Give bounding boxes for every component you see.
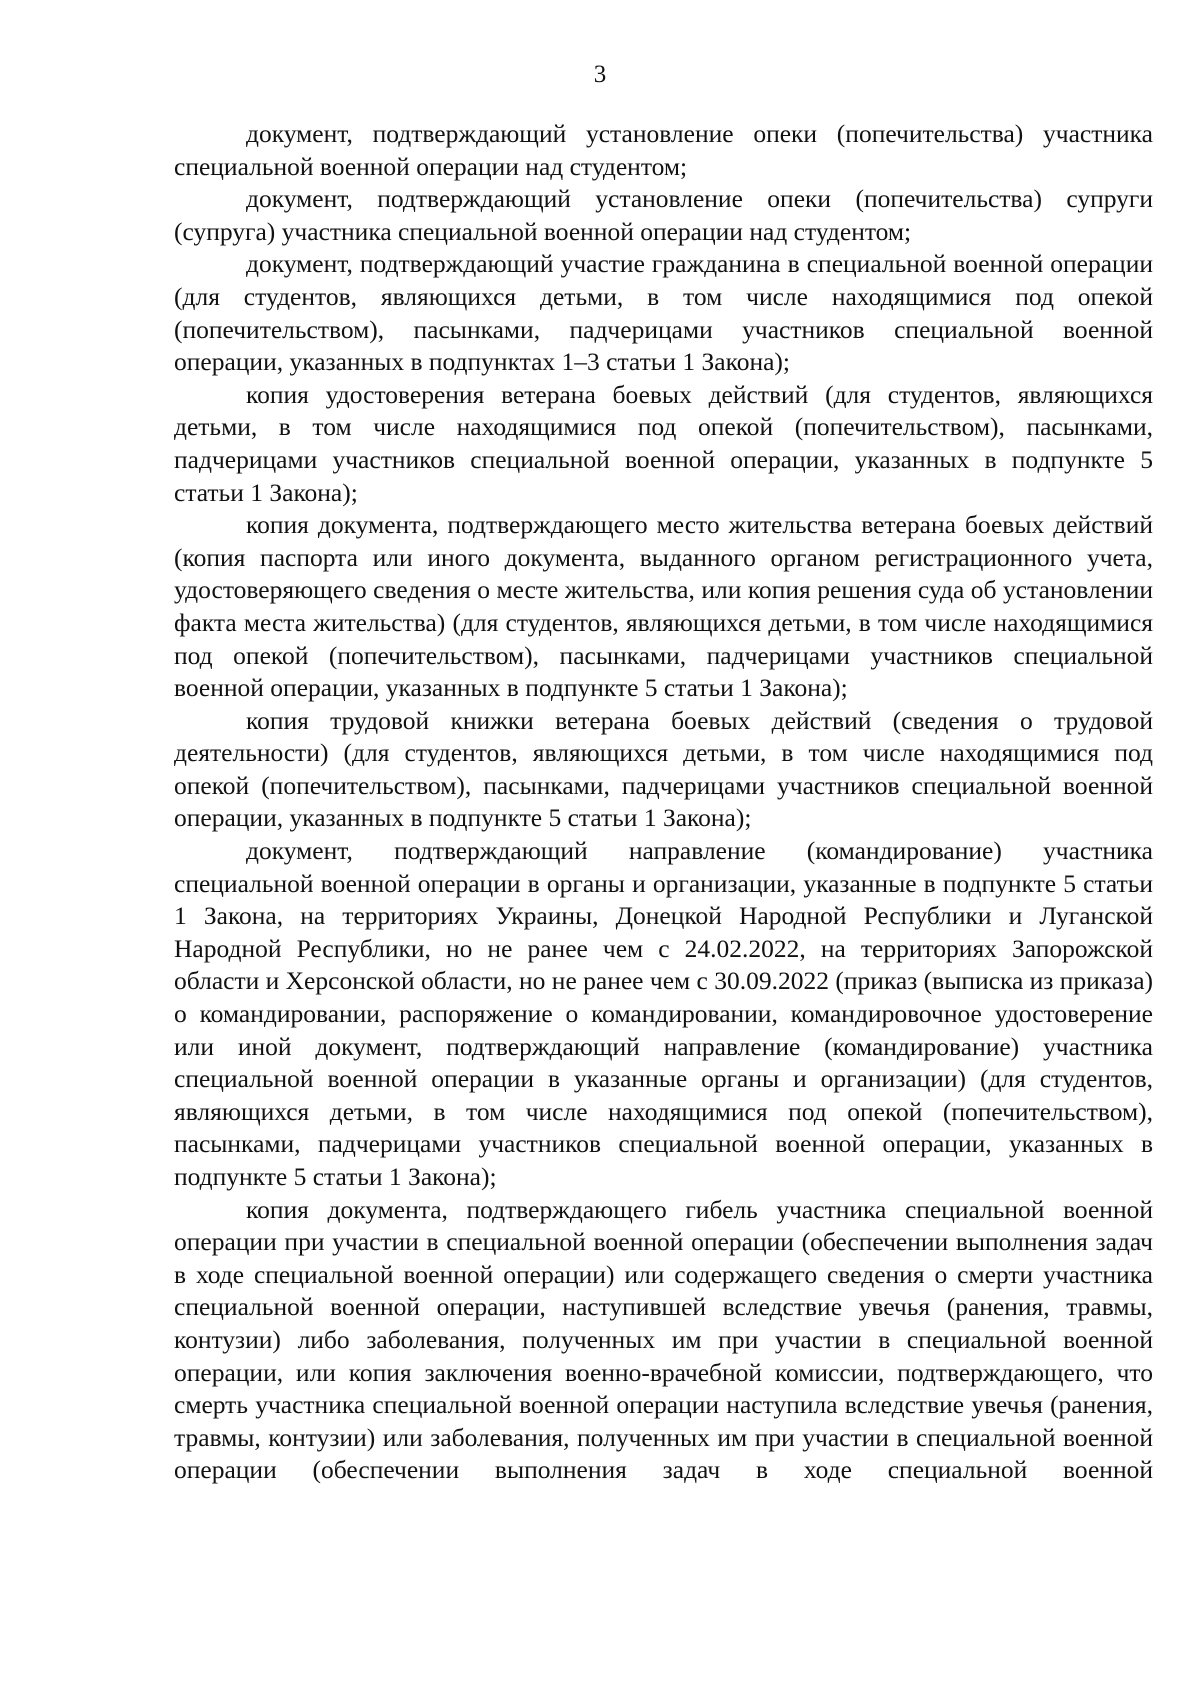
- paragraph-assignment-document: документ, подтверждающий направление (командирование) участника специальной военной операции в органы и организации, указанные в подпункте 5 статьи 1 Закона, на территориях Украины, Донецкой Народной Республики и Луганской Народной Республики, но не ранее чем с 24.02.2022, на территориях Запорожской области и Херсонской области, но не ранее чем с 30.09.2022 (приказ (выписка из приказа) о командировании, распоряжение о командировании, командировочное удостоверение или иной документ, подтверждающий направление (командирование) участника специальной военной операции в указанные органы и организации) (для студентов, являющихся детьми, в том числе находящимися под опекой (попечительством), пасынками, падчерицами участников специальной военной операции, указанных в подпункте 5 статьи 1 Закона);: [174, 836, 1153, 1191]
- page-number: 3: [593, 61, 607, 88]
- paragraph-guardianship-spouse: документ, подтверждающий установление опеки (попечительства) супруги (супруга) участника специальной военной операции над студентом;: [174, 184, 1153, 246]
- paragraph-death-document: копия документа, подтверждающего гибель участника специальной военной операции при участии в специальной военной операции (обеспечении выполнения задач в ходе специальной военной операции) или содержащего сведения о смерти участника специальной военной операции, наступившей вследствие увечья (ранения, травмы, контузии) либо заболевания, полученных им при участии в специальной военной операции, или копия заключения военно-врачебной комиссии, подтверждающего, что смерть участника специальной военной операции наступила вследствие увечья (ранения, травмы, контузии) или заболевания, полученных им при участии в специальной военной операции (обеспечении выполнения задач в ходе специальной военной: [174, 1194, 1153, 1485]
- paragraph-guardianship-participant: документ, подтверждающий установление опеки (попечительства) участника специальной военной операции над студентом;: [174, 119, 1153, 181]
- paragraph-residence-document: копия документа, подтверждающего место жительства ветерана боевых действий (копия паспорта или иного документа, выданного органом регистрационного учета, удостоверяющего сведения о месте жительства, или копия решения суда об установлении факта места жительства) (для студентов, являющихся детьми, в том числе находящимися под опекой (попечительством), пасынками, падчерицами участников специальной военной операции, указанных в подпункте 5 статьи 1 Закона);: [174, 510, 1153, 703]
- document-body: [174, 118, 1153, 1487]
- paragraph-participation-document: документ, подтверждающий участие гражданина в специальной военной операции (для студентов, являющихся детьми, в том числе находящимися под опекой (попечительством), пасынками, падчерицами участников специальной военной операции, указанных в подпунктах 1–3 статьи 1 Закона);: [174, 249, 1153, 377]
- paragraph-employment-record: копия трудовой книжки ветерана боевых действий (сведения о трудовой деятельности) (для студентов, являющихся детьми, в том числе находящимися под опекой (попечительством), пасынками, падчерицами участников специальной военной операции, указанных в подпункте 5 статьи 1 Закона);: [174, 705, 1153, 833]
- paragraph-veteran-certificate: копия удостоверения ветерана боевых действий (для студентов, являющихся детьми, в том числе находящимися под опекой (попечительством), пасынками, падчерицами участников специальной военной операции, указанных в подпункте 5 статьи 1 Закона);: [174, 379, 1153, 507]
